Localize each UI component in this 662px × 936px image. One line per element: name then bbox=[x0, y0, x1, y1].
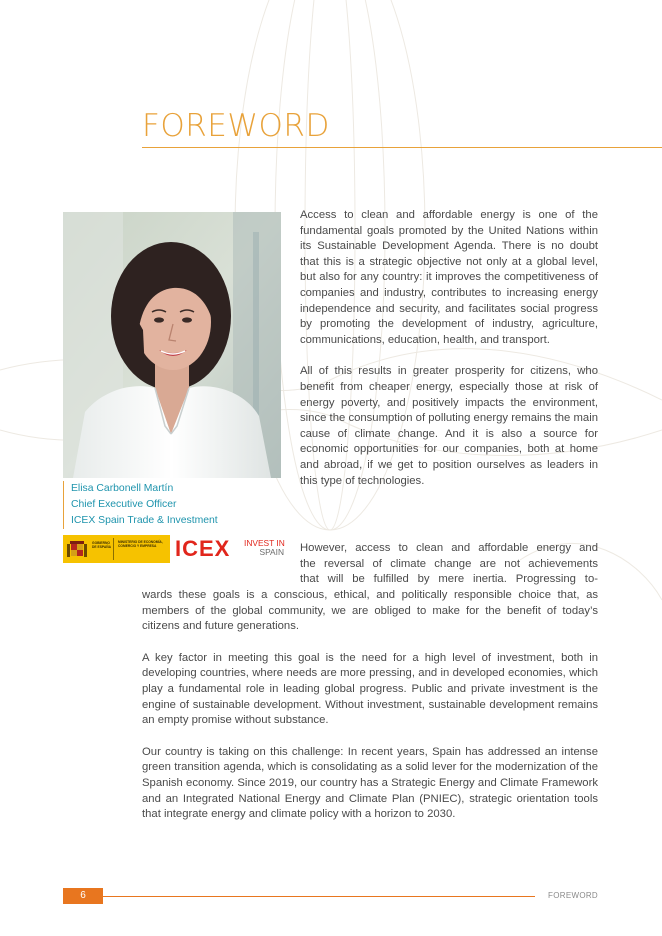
invest-in-spain-logo bbox=[244, 539, 284, 557]
government-logo-line1: GOBIERNO DE ESPAÑA bbox=[92, 541, 111, 549]
footer-section-label: FOREWORD bbox=[548, 891, 598, 900]
paragraph-3-rest: wards these goals is a conscious, ethical, and politically responsible choice that, as members of the global community, we are obliged to make for the benefit of today’s citizens and future generations. bbox=[142, 589, 598, 633]
paragraph-3-line-1: However, access to clean and affordable energy and bbox=[300, 542, 598, 554]
icex-logo: ICEX bbox=[175, 536, 231, 561]
portrait-caption bbox=[63, 481, 284, 529]
paragraph-1: Access to clean and affordable energy is one of the fundamental goals promoted by the United Nations within its Sustainable Development Agenda. There is no doubt that this is a strategic objective not only at a global level, but also for any country: it improves the competitiveness of companies and industry, contributes to increasing energy independence and security, and facilitates social progress by promoting the development of industry, agriculture, communications, education, health, and transport. bbox=[300, 209, 598, 346]
page-number: 6 bbox=[63, 888, 103, 904]
paragraph-3-top bbox=[300, 541, 598, 588]
portrait-photo bbox=[63, 212, 281, 478]
right-column-text bbox=[300, 208, 598, 489]
title-divider bbox=[142, 147, 662, 148]
paragraph-4: A key factor in meeting this goal is the need for a high level of investment, both in developing countries, where needs are more pressing, and in developed economies, which play a fundamental role in leading global progress. Public and private investment is the engine of sustainable development. Without investment, sustainable development remains an empty promise without substance. bbox=[142, 651, 598, 727]
government-logo-divider bbox=[113, 538, 114, 560]
full-width-text bbox=[142, 588, 598, 823]
government-logo bbox=[63, 535, 170, 563]
caption-role: Chief Executive Officer bbox=[71, 499, 177, 510]
caption-name: Elisa Carbonell Martín bbox=[71, 483, 174, 494]
footer-divider bbox=[103, 896, 535, 897]
caption-organization: ICEX Spain Trade & Investment bbox=[71, 515, 218, 526]
paragraph-5: Our country is taking on this challenge: In recent years, Spain has addressed an intense green transition agenda, which is consolidating as a solid lever for the modernization of the Spanish economy. Since 2019, our country has a Strategic Energy and Climate Framework and an Integrated National Energy and Climate Plan (PNIEC), strategic orientation tools that integrate energy and climate policy with a horizon to 2030. bbox=[142, 745, 598, 821]
paragraph-2: All of this results in greater prosperity for citizens, who benefit from cheaper energy, especially those at risk of energy poverty, and positively impacts the environment, since the consumption of polluting energy remains the main cause of climate change. And it is also a source for economic opportunities for our companies, both at home and abroad, if we get to position ourselves as leaders in this type of technologies. bbox=[300, 365, 598, 487]
paragraph-3-line-2: the reversal of climate change are not achievements bbox=[300, 557, 598, 570]
invest-in-spain-line1: INVEST IN bbox=[244, 538, 285, 548]
invest-in-spain-line2: SPAIN bbox=[259, 547, 284, 557]
paragraph-3-line-3: that will be fulfilled by mere inertia. Progressing to- bbox=[300, 573, 598, 586]
government-logo-line2: MINISTERIO DE ECONOMÍA, COMERCIO Y EMPRESA bbox=[118, 540, 163, 548]
coat-of-arms-icon bbox=[66, 538, 88, 560]
page-title: FOREWORD bbox=[142, 108, 330, 144]
